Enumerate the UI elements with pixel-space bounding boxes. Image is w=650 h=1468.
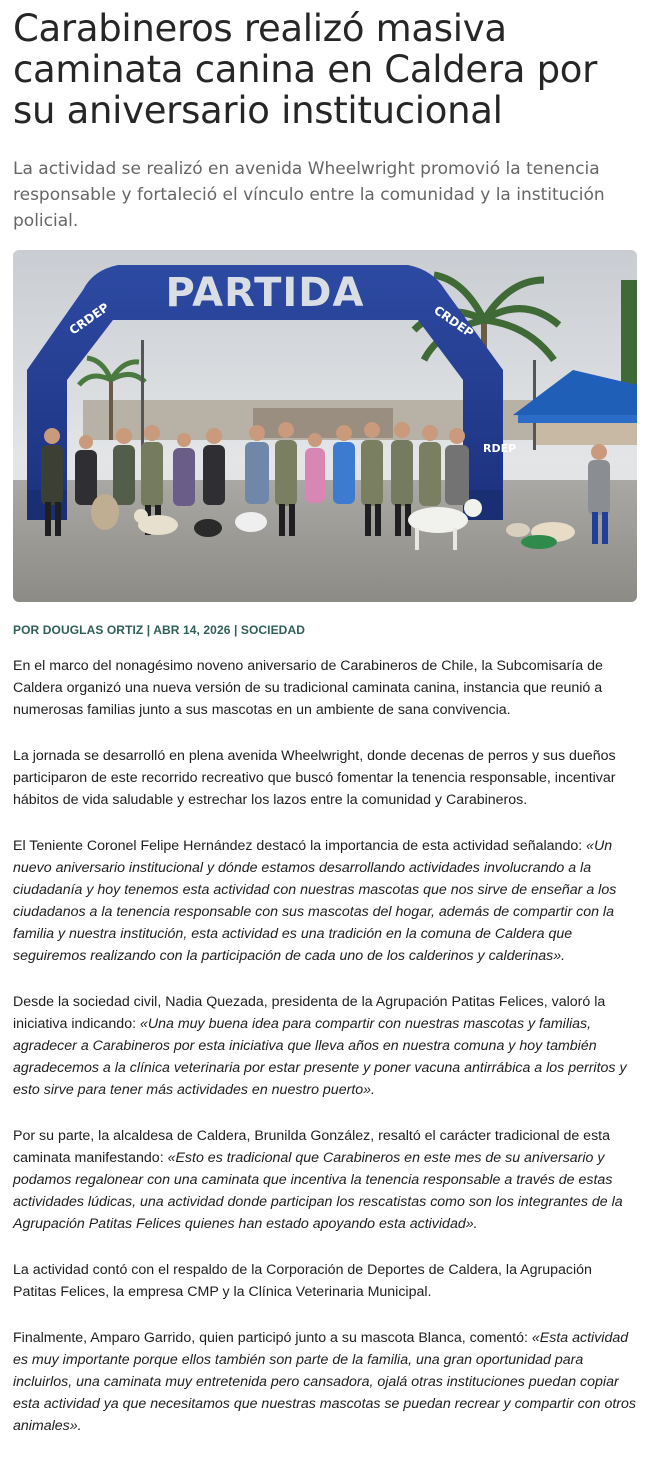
paragraph-text: La actividad contó con el respaldo de la Corporación de Deportes de Caldera, la Agrupación Patitas Felices, la empresa CMP y la Clínica Veterinaria Municipal. — [13, 1262, 592, 1300]
article-subtitle: La actividad se realizó en avenida Wheelwright promovió la tenencia responsable y fortaleció el vínculo entre la comunidad y la institución policial. — [13, 159, 605, 231]
paragraph-quote: «Una muy buena idea para compartir con nuestras mascotas y familias, agradecer a Carabineros por esta iniciativa que lleva años en nuestra comuna y hoy también agradecemos a la clínica veterinaria por estar presente y poner vacuna antirrábica a los perritos y esto sirve para tener más actividades en nuestro puerto». — [13, 1016, 627, 1098]
article — [0, 8, 650, 1437]
event-photo-illustration — [13, 250, 637, 602]
article-headline: Carabineros realizó masiva caminata canina en Caldera por su aniversario institucional — [13, 7, 598, 132]
paragraph — [13, 1125, 637, 1235]
hero-photo — [13, 250, 637, 602]
paragraph-text: La jornada se desarrolló en plena avenida Wheelwright, donde decenas de perros y sus dueños participaron de este recorrido recreativo que buscó fomentar la tenencia responsable, incentivar hábitos de vida saludable y estrechar los lazos entre la comunidad y Carabineros. — [13, 748, 616, 808]
paragraph-text: Finalmente, Amparo Garrido, quien participó junto a su mascota Blanca, comentó: — [13, 1330, 532, 1346]
byline-separator: | — [143, 623, 154, 637]
paragraph — [13, 745, 637, 811]
paragraph-quote: «Un nuevo aniversario institucional y dónde estamos desarrollando actividades involucrando a la ciudadanía y hoy tenemos esta actividad con nuestras mascotas que nos sirve de enseñar a los ciudadanos a la tenencia responsable con sus mascotas del hogar, además de compartir con la familia y nuestra institución, esta actividad es una tradición en la comuna de Caldera que seguiremos realizando con la participación de cada uno de los calderinos y calderinas». — [13, 838, 617, 964]
paragraph-quote: «Esta actividad es muy importante porque ellos también son parte de la familia, una gran oportunidad para incluirlos, una caminata muy entretenida pero cansadora, ojalá otras instituciones puedan copiar esta actividad ya que necesitamos que nuestras mascotas se puedan recrear y compartir con otros animales». — [13, 1330, 636, 1434]
byline-section[interactable]: SOCIEDAD — [240, 623, 305, 637]
arch-logo-right: CRDEP — [431, 302, 477, 341]
article-body — [13, 655, 637, 1437]
paragraph — [13, 991, 637, 1101]
paragraph-text: El Teniente Coronel Felipe Hernández destacó la importancia de esta actividad señalando: — [13, 838, 587, 854]
arch-logo-left: CRDEP — [66, 300, 112, 338]
paragraph-text: En el marco del nonagésimo noveno aniversario de Carabineros de Chile, la Subcomisaría de Caldera organizó una nueva versión de su tradicional caminata canina, instancia que reunió a numerosas familias junto a sus mascotas en un ambiente de sana convivencia. — [13, 658, 603, 718]
arch-text: PARTIDA — [165, 270, 365, 316]
paragraph — [13, 1327, 637, 1437]
paragraph-text: Desde la sociedad civil, Nadia Quezada, presidenta de la Agrupación Patitas Felices, valoró la iniciativa indicando: — [13, 994, 606, 1032]
paragraph — [13, 655, 637, 721]
paragraph — [13, 1259, 637, 1303]
byline-date: ABR 14, 2026 — [153, 623, 231, 637]
byline-author[interactable]: POR DOUGLAS ORTIZ — [13, 623, 144, 637]
article-byline — [13, 623, 637, 637]
paragraph — [13, 835, 637, 967]
paragraph-quote: «Esto es tradicional que Carabineros en este mes de su aniversario y podamos regalonear con una caminata que incentiva la tenencia responsable a través de estas actividades lúdicas, una actividad donde participan los rescatistas como son los integrantes de la Agrupación Patitas Felices quienes han estado apoyando esta actividad». — [13, 1150, 623, 1232]
paragraph-text: Por su parte, la alcaldesa de Caldera, Brunilda González, resaltó el carácter tradicional de esta caminata manifestando: — [13, 1128, 610, 1166]
byline-separator: | — [230, 623, 241, 637]
arch-side-logo: RDEP — [483, 442, 517, 455]
